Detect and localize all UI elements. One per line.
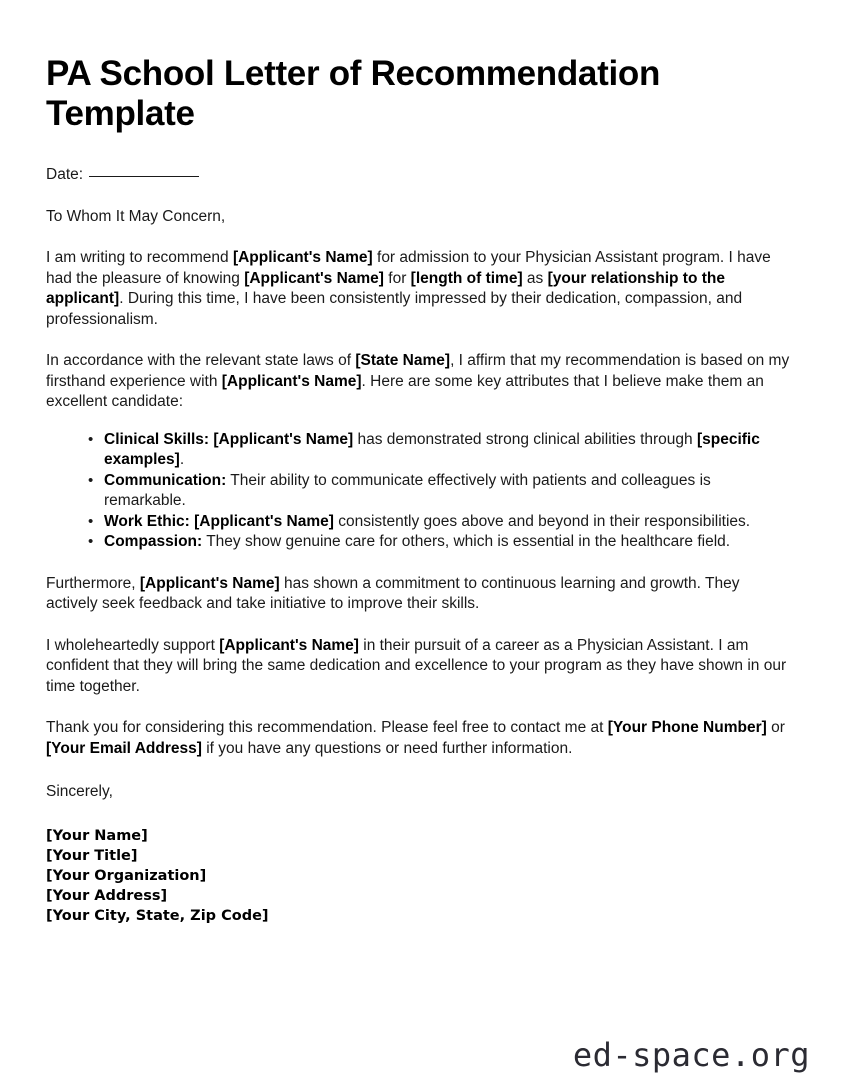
date-blank-field[interactable] bbox=[89, 176, 199, 177]
signature-line-address: [Your Address] bbox=[46, 887, 168, 904]
paragraph-intro-text-2: for admission to your Physician Assistant program. I have had the pleasure of knowing bbox=[46, 249, 771, 287]
list-item bbox=[88, 471, 795, 512]
paragraph-state-law-text-2: , I affirm that my recommendation is based on my firsthand experience with bbox=[46, 352, 790, 390]
attribute-label-work-ethic: Work Ethic: [Applicant's Name] bbox=[104, 512, 334, 530]
list-item bbox=[88, 430, 795, 471]
attribute-text-clinical-skills-1: has demonstrated strong clinical abilities through bbox=[353, 430, 697, 448]
paragraph-intro-text-4: as bbox=[522, 269, 548, 287]
placeholder-applicant-name-1: [Applicant's Name] bbox=[232, 249, 373, 266]
paragraph-thank-you-text-3: if you have any questions or need further information. bbox=[201, 739, 573, 757]
date-label: Date: bbox=[46, 166, 84, 183]
signature-block bbox=[46, 826, 795, 926]
placeholder-applicant-name-2: [Applicant's Name] bbox=[244, 269, 384, 287]
list-item bbox=[88, 532, 795, 553]
placeholder-applicant-name-4: [Applicant's Name] bbox=[139, 574, 280, 592]
paragraph-intro-text-1: I am writing to recommend bbox=[46, 249, 233, 266]
signature-line-city-state-zip: [Your City, State, Zip Code] bbox=[46, 907, 269, 924]
paragraph-furthermore bbox=[46, 574, 795, 615]
attribute-label-communication: Communication: bbox=[104, 471, 227, 489]
paragraph-support-text-1: I wholeheartedly support bbox=[46, 636, 220, 654]
placeholder-relationship: [your relationship to the applicant] bbox=[46, 269, 725, 307]
paragraph-support bbox=[46, 636, 795, 698]
attribute-label-clinical-skills: Clinical Skills: [Applicant's Name] bbox=[104, 430, 354, 448]
attribute-text-clinical-skills-2: . bbox=[179, 451, 185, 468]
signature-line-title: [Your Title] bbox=[46, 847, 138, 864]
paragraph-intro bbox=[46, 248, 795, 330]
paragraph-state-law-text-3: . Here are some key attributes that I believe make them an excellent candidate: bbox=[46, 372, 764, 410]
paragraph-state-law bbox=[46, 351, 795, 413]
paragraph-support-text-2: in their pursuit of a career as a Physician Assistant. I am confident that they will bring the same dedication and excellence to your program as they have shown in our time together. bbox=[46, 636, 787, 695]
paragraph-intro-text-5: . During this time, I have been consistently impressed by their dedication, compassion, and professionalism. bbox=[46, 290, 743, 328]
paragraph-state-law-text-1: In accordance with the relevant state laws of bbox=[46, 352, 356, 369]
attribute-text-communication: Their ability to communicate effectively with patients and colleagues is remarkable. bbox=[104, 471, 711, 509]
attribute-text-work-ethic: consistently goes above and beyond in their responsibilities. bbox=[333, 512, 751, 530]
placeholder-email-address: [Your Email Address] bbox=[46, 739, 202, 757]
date-line bbox=[46, 165, 795, 185]
paragraph-thank-you-text-2: or bbox=[766, 719, 785, 736]
list-item bbox=[88, 512, 795, 533]
attribute-label-compassion: Compassion: bbox=[104, 533, 203, 550]
placeholder-phone-number: [Your Phone Number] bbox=[607, 719, 767, 736]
signature-line-name: [Your Name] bbox=[46, 827, 148, 844]
page-title: PA School Letter of Recommendation Template bbox=[46, 54, 661, 133]
paragraph-intro-text-3: for bbox=[383, 269, 411, 287]
placeholder-length-of-time: [length of time] bbox=[410, 269, 523, 287]
closing-salutation: Sincerely, bbox=[46, 783, 113, 800]
salutation: To Whom It May Concern, bbox=[46, 208, 226, 225]
placeholder-specific-examples: [specific examples] bbox=[104, 430, 760, 468]
signature-line-organization: [Your Organization] bbox=[46, 867, 207, 884]
placeholder-applicant-name-3: [Applicant's Name] bbox=[221, 372, 362, 390]
paragraph-furthermore-text-2: has shown a commitment to continuous learning and growth. They actively seek feedback and take initiative to improve their skills. bbox=[46, 574, 740, 612]
attributes-list bbox=[46, 430, 795, 553]
watermark: ed-space.org bbox=[572, 1036, 810, 1074]
placeholder-applicant-name-5: [Applicant's Name] bbox=[219, 636, 359, 654]
paragraph-thank-you-text-1: Thank you for considering this recommendation. Please feel free to contact me at bbox=[46, 719, 608, 736]
paragraph-furthermore-text-1: Furthermore, bbox=[46, 574, 140, 592]
attribute-text-compassion: They show genuine care for others, which is essential in the healthcare field. bbox=[202, 533, 731, 550]
placeholder-state-name: [State Name] bbox=[355, 352, 451, 369]
paragraph-thank-you bbox=[46, 718, 795, 759]
